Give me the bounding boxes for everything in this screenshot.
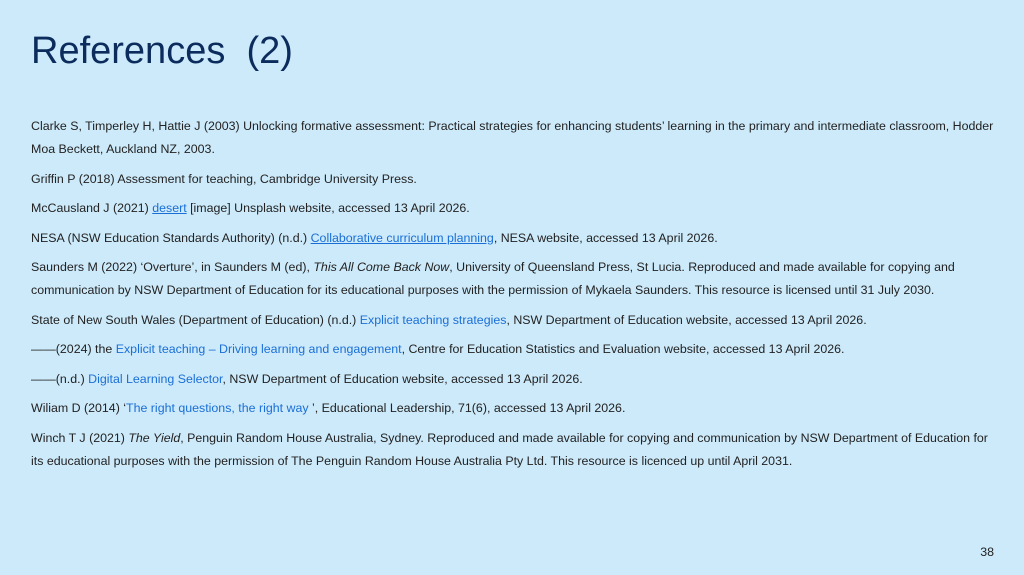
link-explicit-teaching-strategies[interactable]: Explicit teaching strategies [359, 312, 507, 327]
reference-text-before: State of New South Wales (Department of Education) (n.d.) [31, 312, 360, 327]
link-explicit-teaching-driving-learning[interactable]: Explicit teaching – Driving learning and engagement [115, 342, 402, 356]
reference-text-before: ——(2024) the [31, 342, 116, 356]
reference-cese-2024 [31, 338, 996, 361]
reference-winch [31, 427, 996, 473]
reference-text-after: , University of Queensland Press, St Lucia. Reproduced and made available for copying and communication by NSW Department of Education for its educational purposes with the permission of Mykaela Saunders. This resource is licensed until 31 July 2030. [31, 260, 955, 297]
reference-saunders [31, 256, 996, 302]
reference-text-after: , Penguin Random House Australia, Sydney. Reproduced and made available for copying and communication by NSW Department of Education for its educational purposes with the permission of The Penguin Random House Australia Pty Ltd. This resource is licenced up until April 2031. [31, 430, 988, 468]
reference-text-before: Saunders M (2022) ‘Overture’, in Saunders M (ed), [31, 260, 314, 274]
reference-text-before: McCausland J (2021) [31, 201, 153, 215]
reference-text-after: ’, Educational Leadership, 71(6), accessed 13 April 2026. [311, 401, 626, 415]
reference-nesa [31, 227, 996, 250]
reference-text-after: , NSW Department of Education website, accessed 13 April 2026. [506, 312, 867, 327]
link-collaborative-curriculum-planning[interactable]: Collaborative curriculum planning [310, 230, 494, 245]
reference-list [31, 115, 996, 479]
reference-text-before: Wiliam D (2014) ‘ [31, 401, 127, 415]
reference-text-before: NESA (NSW Education Standards Authority) (n.d.) [31, 230, 311, 245]
reference-text-before: Winch T J (2021) [31, 430, 129, 445]
link-the-right-questions[interactable]: The right questions, the right way [126, 401, 312, 415]
reference-text: Clarke S, Timperley H, Hattie J (2003) Unlocking formative assessment: Practical strategies for enhancing students’ learning in the primary and intermediate classroom, Hodder Moa Beckett, Auckland NZ, 2003. [31, 119, 994, 156]
reference-digital-learning-selector [31, 368, 996, 391]
slide-title: References (2) [31, 30, 293, 72]
link-desert[interactable]: desert [152, 201, 187, 215]
reference-text-after: , NESA website, accessed 13 April 2026. [493, 230, 718, 245]
reference-text-after: [image] Unsplash website, accessed 13 April 2026. [186, 201, 470, 215]
reference-griffin [31, 168, 996, 191]
reference-text-after: , NSW Department of Education website, accessed 13 April 2026. [222, 371, 583, 386]
reference-mccausland [31, 197, 996, 220]
reference-text-after: , Centre for Education Statistics and Evaluation website, accessed 13 April 2026. [401, 342, 845, 356]
book-title: The Yield [128, 430, 181, 445]
reference-wiliam [31, 397, 996, 420]
link-digital-learning-selector[interactable]: Digital Learning Selector [88, 371, 223, 386]
reference-text-before: ——(n.d.) [31, 371, 89, 386]
page-number: 38 [980, 545, 994, 559]
reference-nsw-doe [31, 309, 996, 332]
reference-text: Griffin P (2018) Assessment for teaching, Cambridge University Press. [31, 171, 417, 186]
book-title: This All Come Back Now [313, 260, 450, 274]
reference-clarke [31, 115, 996, 161]
